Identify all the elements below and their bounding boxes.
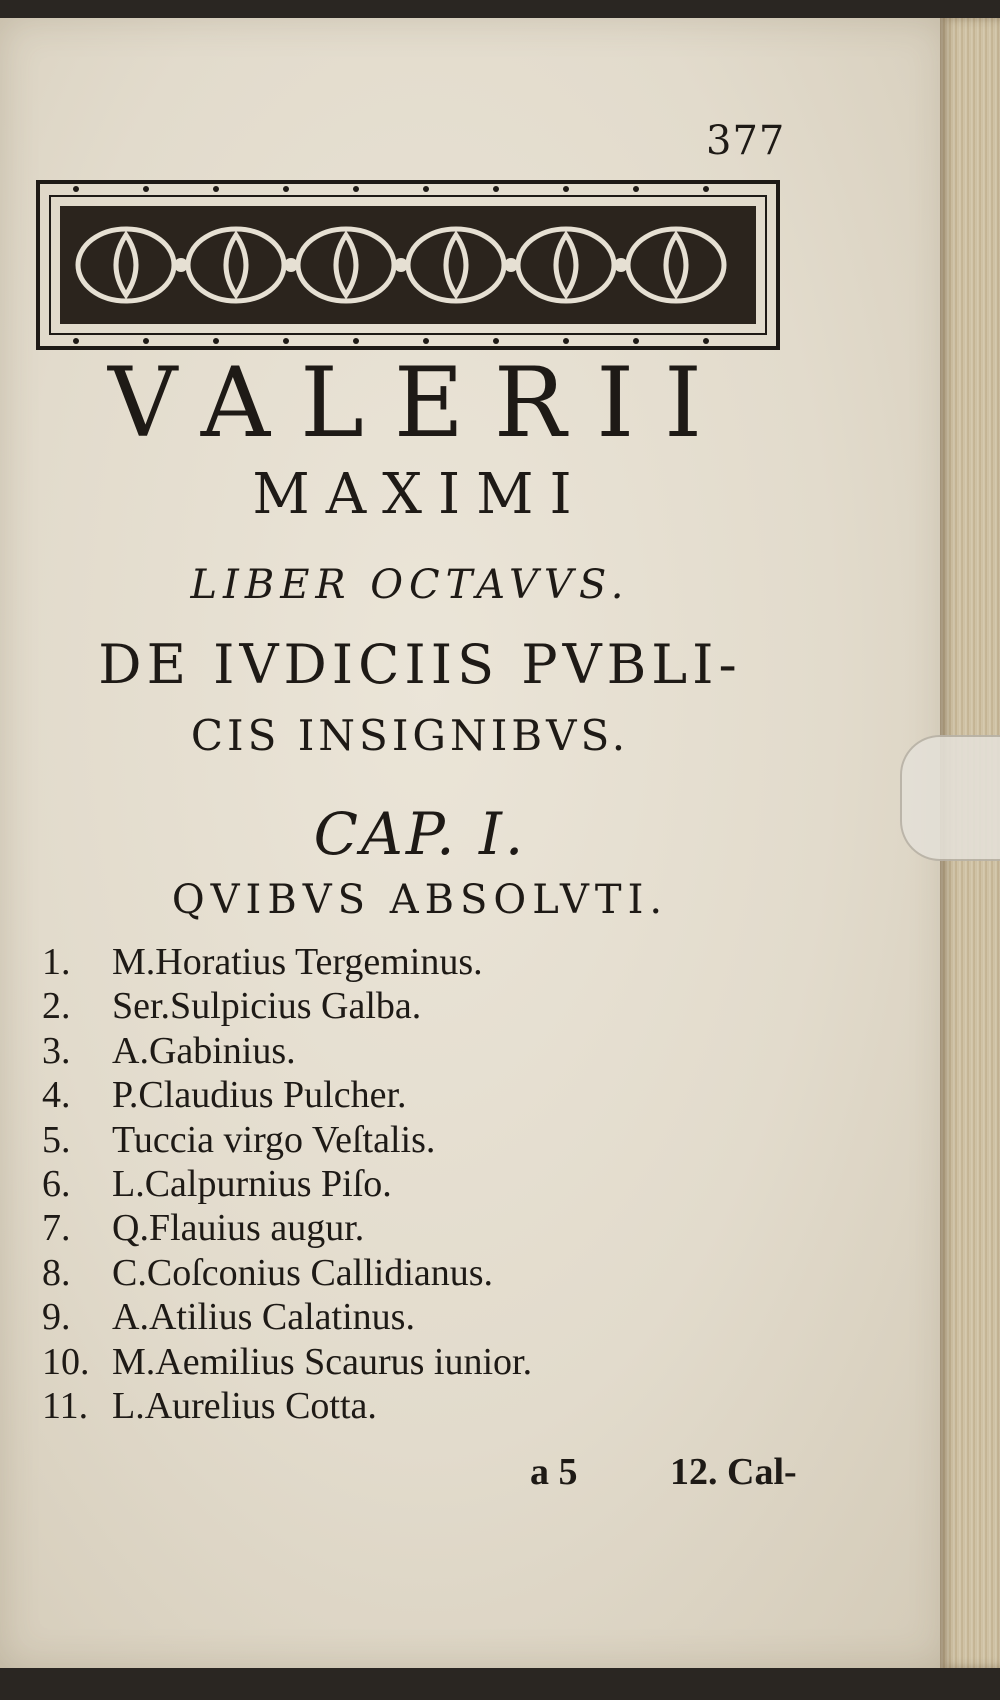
chapter-subheading: QVIBVS ABSOLVTI. [171,877,669,923]
item-number: 1. [42,941,71,983]
list-item [42,1251,802,1295]
item-name: L.Calpurnius Piſo. [112,1163,392,1206]
list-item [42,940,802,984]
item-name: C.Coſconius Callidianus. [112,1251,494,1294]
item-number: 6. [42,1163,71,1206]
item-number: 7. [42,1207,71,1250]
list-item [42,1295,802,1339]
list-item [42,1073,802,1117]
item-name: L.Aurelius Cotta. [112,1385,377,1428]
list-item [42,1029,802,1073]
title-author: VALERII [107,347,733,459]
item-number: 3. [42,1029,71,1072]
list-item [42,1206,802,1250]
title-cognomen: MAXIMI [252,462,588,527]
item-number: 11. [42,1385,89,1428]
item-name: A.Atilius Calatinus. [112,1296,415,1339]
list-item [42,1162,802,1206]
contents-list [42,940,802,1428]
item-number: 5. [42,1118,71,1161]
list-item [42,1384,802,1428]
item-number: 4. [42,1074,71,1117]
item-number: 9. [42,1296,71,1339]
book-number: LIBER OCTAVVS. [190,562,630,608]
item-name: A.Gabinius. [112,1029,296,1072]
catchword: 12. Cal- [670,1451,797,1493]
page-number: 377 [706,118,786,164]
signature-mark: a 5 [530,1451,578,1493]
item-number: 8. [42,1251,71,1294]
list-item [42,1118,802,1162]
item-name: M.Aemilius Scaurus iunior. [112,1340,533,1383]
item-name: P.Claudius Pulcher. [112,1074,407,1117]
item-name: Q.Flauius augur. [112,1207,365,1250]
item-name: M.Horatius Tergeminus. [112,941,483,983]
bookmark-tab [900,735,1000,861]
decorative-headpiece [36,180,780,350]
list-item [42,984,802,1028]
item-name: Ser.Sulpicius Galba. [112,985,422,1028]
item-name: Tuccia virgo Veſtalis. [112,1118,436,1161]
section-heading-line2: CIS INSIGNIBVS. [190,711,630,760]
section-heading-line1: DE IVDICIIS PVBLI- [98,633,742,696]
chapter-heading: CAP. I. [313,800,527,868]
item-number: 2. [42,985,71,1028]
list-item [42,1340,802,1384]
item-number: 10. [42,1340,90,1383]
